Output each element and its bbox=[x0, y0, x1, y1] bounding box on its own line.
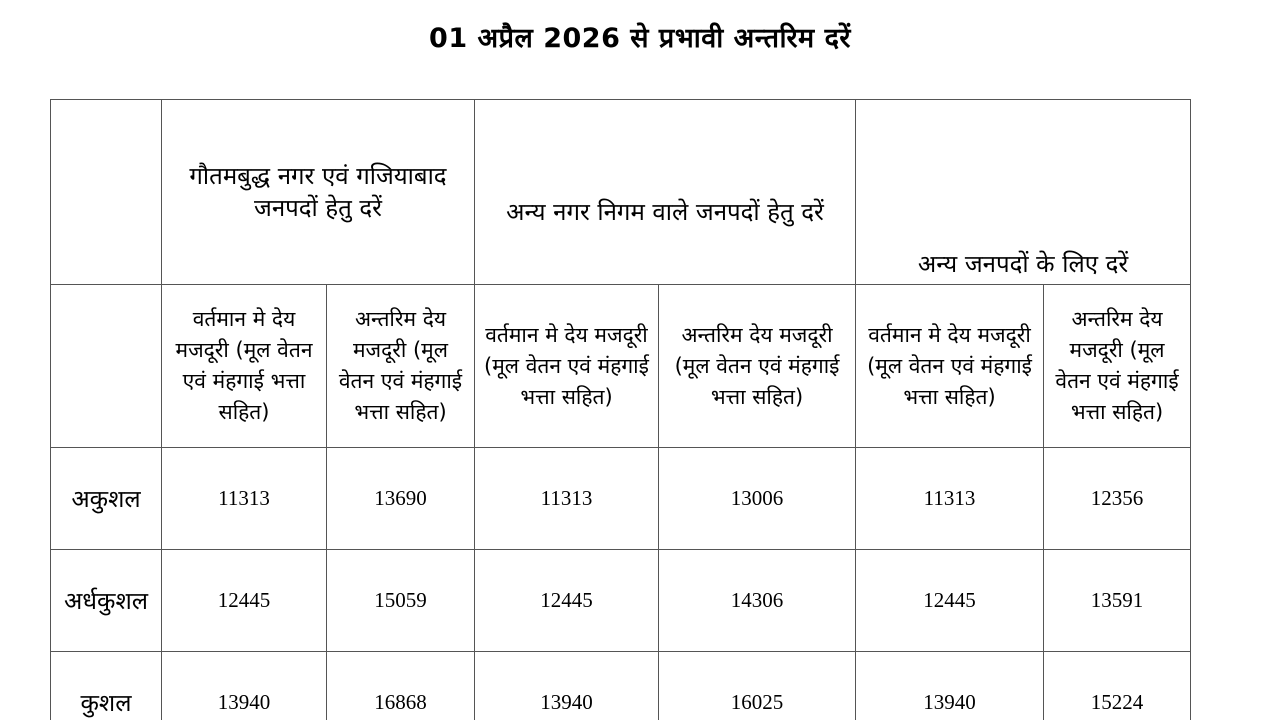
rate-cell: 13690 bbox=[327, 448, 475, 550]
rate-cell: 12445 bbox=[856, 550, 1044, 652]
corner-cell bbox=[51, 100, 162, 285]
group-header-row bbox=[51, 100, 1191, 285]
rate-cell: 12445 bbox=[475, 550, 659, 652]
sub-header-empty bbox=[51, 285, 162, 448]
rate-cell: 13940 bbox=[475, 652, 659, 720]
sub-header-interim-wage: अन्तरिम देय मजदूरी (मूल वेतन एवं मंहगाई भत्ता सहित) bbox=[327, 285, 475, 448]
rate-cell: 15059 bbox=[327, 550, 475, 652]
sub-header-current-wage: वर्तमान मे देय मजदूरी (मूल वेतन एवं मंहगाई भत्ता सहित) bbox=[856, 285, 1044, 448]
rate-cell: 13940 bbox=[856, 652, 1044, 720]
sub-header-interim-wage: अन्तरिम देय मजदूरी (मूल वेतन एवं मंहगाई भत्ता सहित) bbox=[1044, 285, 1191, 448]
sub-header-row bbox=[51, 285, 1191, 448]
rate-cell: 16025 bbox=[659, 652, 856, 720]
rate-cell: 12356 bbox=[1044, 448, 1191, 550]
group-header-gautambuddh-ghaziabad: गौतमबुद्ध नगर एवं गजियाबाद जनपदों हेतु दरें bbox=[162, 100, 475, 285]
rate-cell: 11313 bbox=[856, 448, 1044, 550]
sub-header-current-wage: वर्तमान मे देय मजदूरी (मूल वेतन एवं मंहगाई भत्ता सहित) bbox=[475, 285, 659, 448]
row-label: अर्धकुशल bbox=[51, 550, 162, 652]
row-label: अकुशल bbox=[51, 448, 162, 550]
rate-cell: 11313 bbox=[475, 448, 659, 550]
rates-table bbox=[50, 99, 1191, 720]
rate-cell: 13006 bbox=[659, 448, 856, 550]
sub-header-current-wage: वर्तमान मे देय मजदूरी (मूल वेतन एवं मंहगाई भत्ता सहित) bbox=[162, 285, 327, 448]
row-label: कुशल bbox=[51, 652, 162, 720]
sub-header-interim-wage: अन्तरिम देय मजदूरी (मूल वेतन एवं मंहगाई भत्ता सहित) bbox=[659, 285, 856, 448]
table-row-unskilled bbox=[51, 448, 1191, 550]
rate-cell: 16868 bbox=[327, 652, 475, 720]
rate-cell: 15224 bbox=[1044, 652, 1191, 720]
rate-cell: 13940 bbox=[162, 652, 327, 720]
rate-cell: 13591 bbox=[1044, 550, 1191, 652]
group-header-other-municipal: अन्य नगर निगम वाले जनपदों हेतु दरें bbox=[475, 100, 856, 285]
group-header-other-districts: अन्य जनपदों के लिए दरें bbox=[856, 100, 1191, 285]
page-title: 01 अप्रैल 2026 से प्रभावी अन्तरिम दरें bbox=[429, 23, 851, 54]
rate-cell: 12445 bbox=[162, 550, 327, 652]
rate-cell: 11313 bbox=[162, 448, 327, 550]
table-row-semi-skilled bbox=[51, 550, 1191, 652]
rate-cell: 14306 bbox=[659, 550, 856, 652]
table-row-skilled bbox=[51, 652, 1191, 720]
